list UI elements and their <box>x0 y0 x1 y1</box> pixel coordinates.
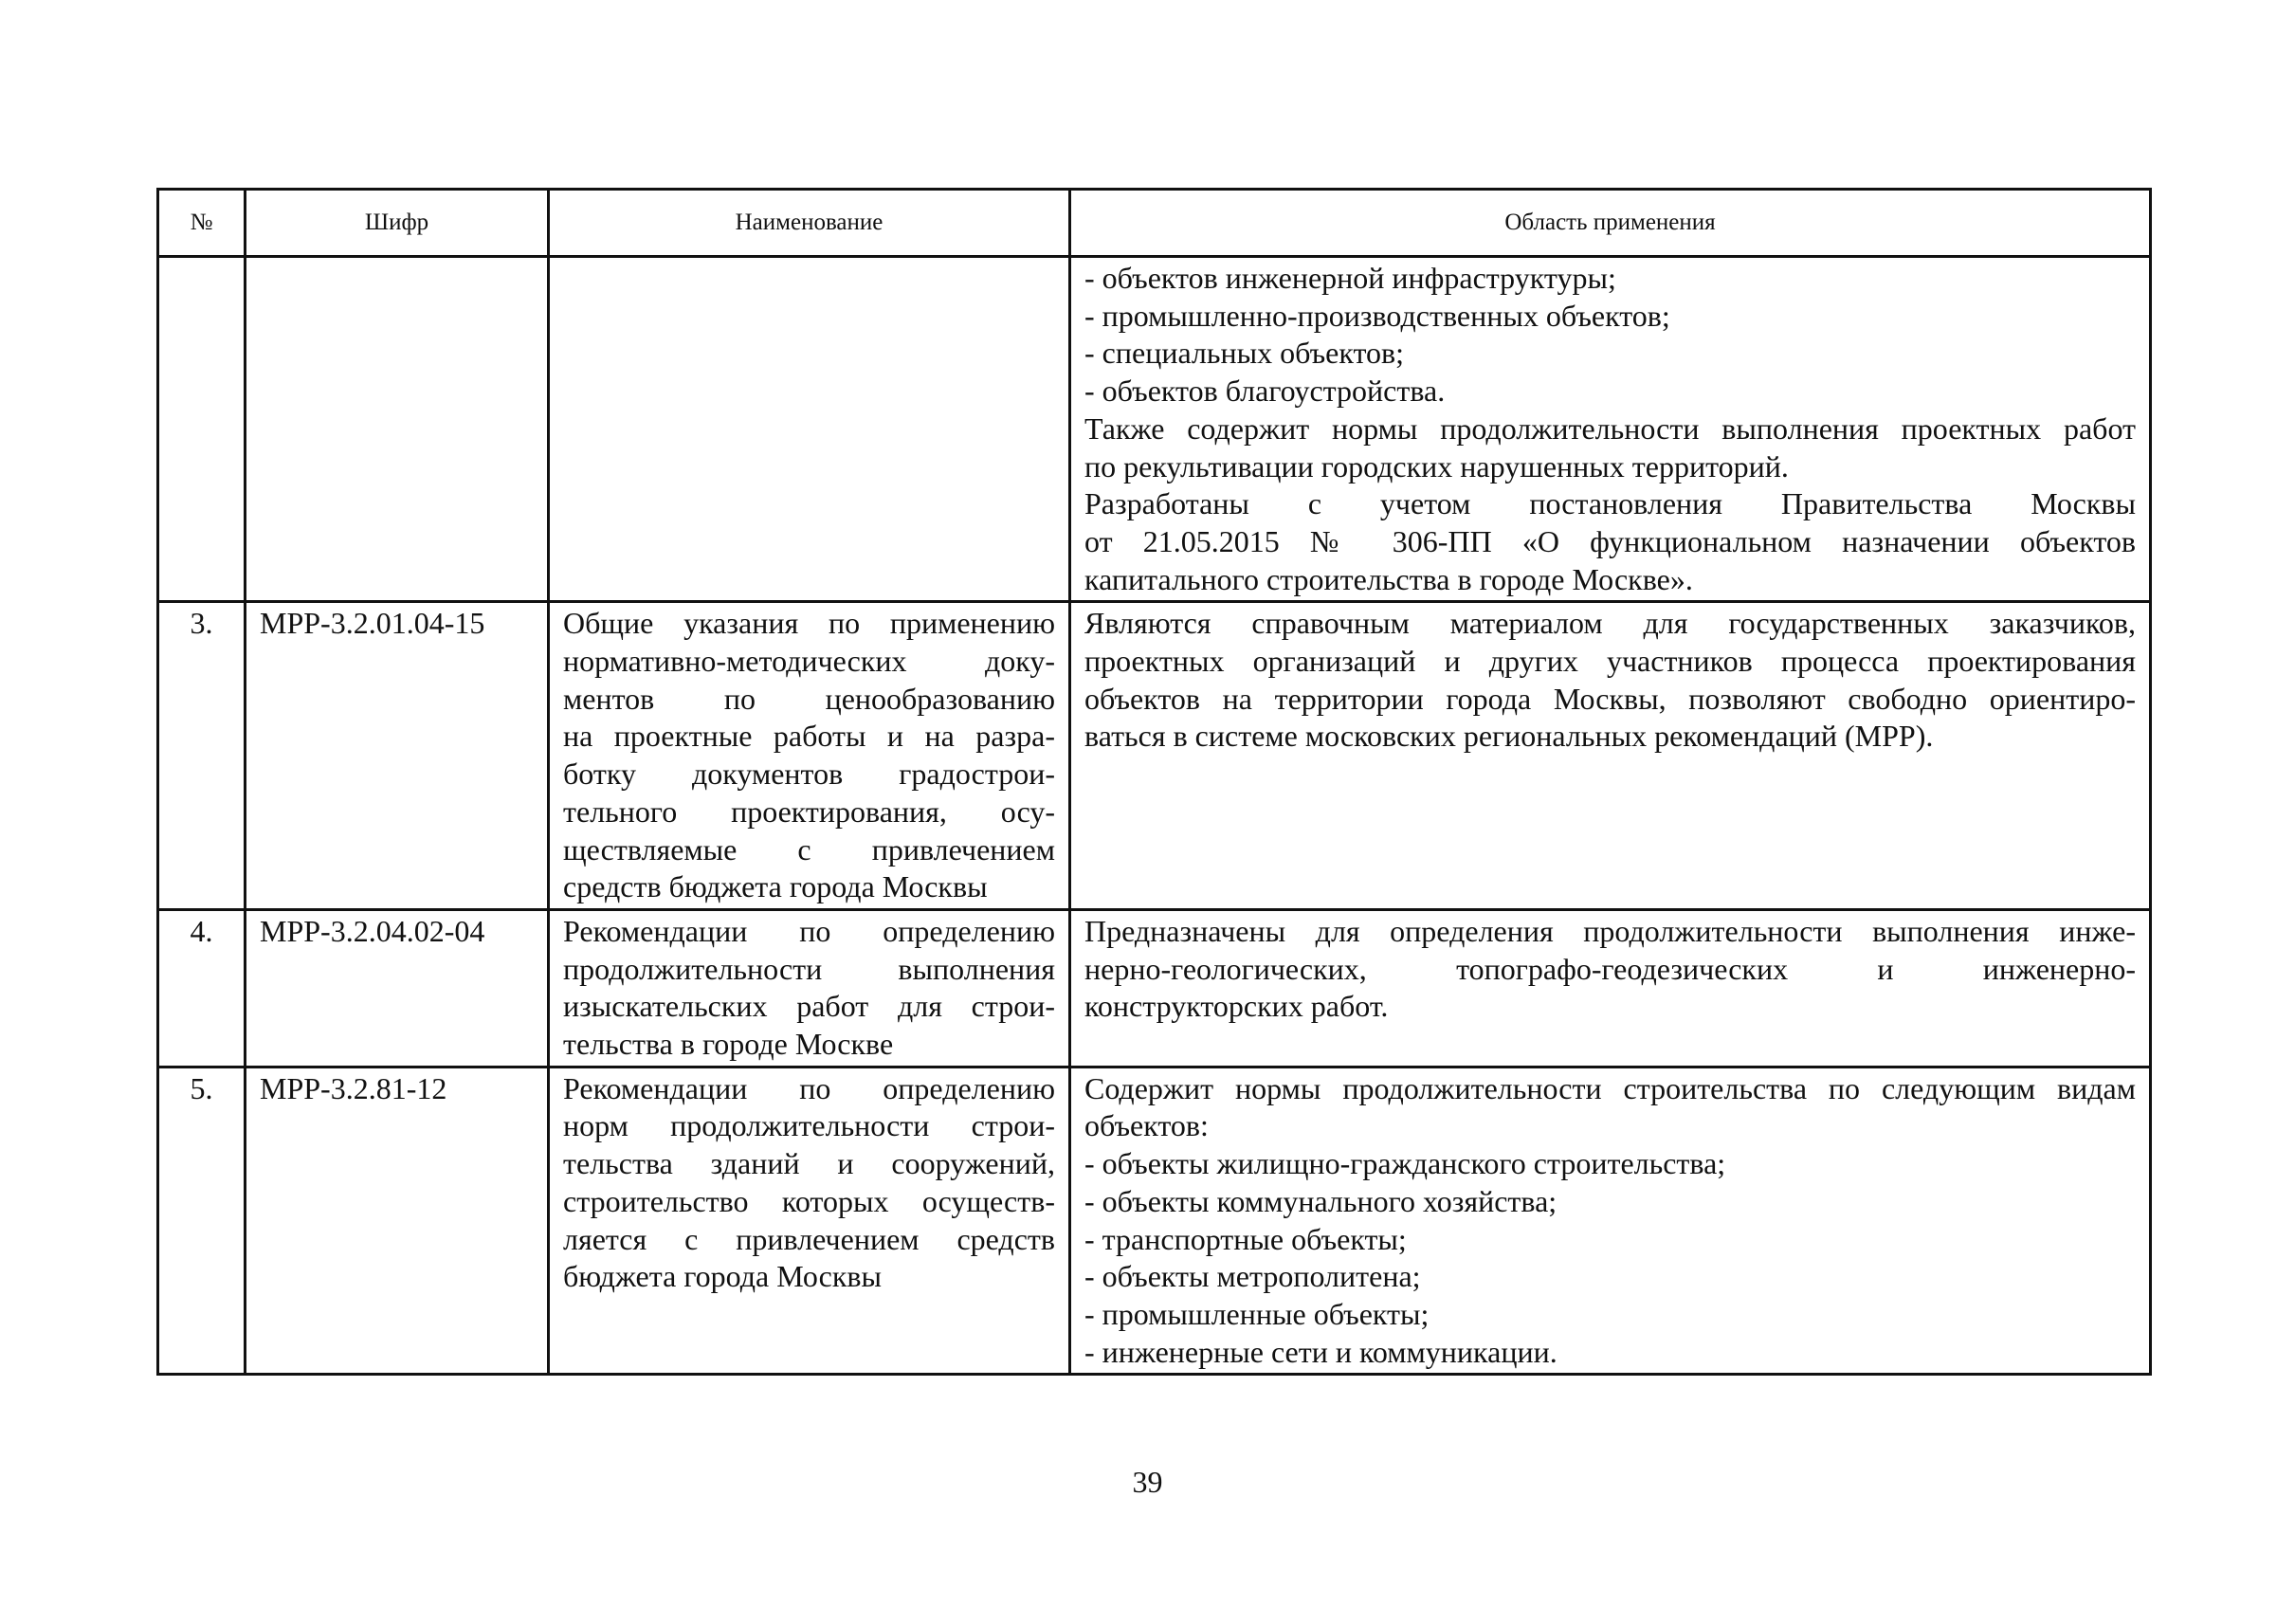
scope-line: Предназначены для определения продолжительности выполнения инже- <box>1084 913 2136 948</box>
name-line: на проектные работы и на разра- <box>563 719 1055 754</box>
name-line: ментов по ценообразованию <box>563 681 1055 716</box>
table-header-row <box>158 190 2151 257</box>
name-line: норм продолжительности строи- <box>563 1108 1055 1143</box>
cell-name <box>549 909 1070 1067</box>
scope-line: конструкторских работ. <box>1084 989 1389 1024</box>
name-line: продолжительности выполнения <box>563 951 1055 986</box>
page-number: 39 <box>1132 1465 1163 1499</box>
scope-line: от 21.05.2015 № 306-ПП «О функциональном назначении объектов <box>1084 523 2136 558</box>
name-line: Рекомендации по определению <box>563 913 1055 948</box>
scope-line: Также содержит нормы продолжительности выполнения проектных работ <box>1084 411 2136 446</box>
scope-line: объектов на территории города Москвы, позволяют свободно ориентиро- <box>1084 681 2136 716</box>
header-scope: Область применения <box>1070 190 2151 257</box>
cell-scope <box>1070 257 2151 602</box>
cell-num <box>158 257 246 602</box>
header-name: Наименование <box>549 190 1070 257</box>
cell-num: 4. <box>158 909 246 1067</box>
scope-line: - объектов инженерной инфраструктуры; <box>1084 261 1616 295</box>
table-row <box>158 909 2151 1067</box>
cell-name <box>549 1067 1070 1375</box>
scope-line: нерно-геологических, топографо-геодезических и инженерно- <box>1084 951 2136 986</box>
cell-scope <box>1070 602 2151 910</box>
scope-line: Разработаны с учетом постановления Правительства Москвы <box>1084 486 2136 521</box>
name-line: средств бюджета города Москвы <box>563 869 988 904</box>
name-line: ботку документов градострои- <box>563 757 1055 792</box>
scope-line: объектов: <box>1084 1108 1209 1143</box>
scope-line: - специальных объектов; <box>1084 336 1405 371</box>
scope-line: - транспортные объекты; <box>1084 1221 1407 1256</box>
name-line: тельства в городе Москве <box>563 1027 894 1062</box>
name-line: изыскательских работ для строи- <box>563 989 1055 1024</box>
scope-line: - объекты метрополитена; <box>1084 1259 1421 1294</box>
scope-line: ваться в системе московских региональных рекомендаций (МРР). <box>1084 719 1934 754</box>
table-row-continuation <box>158 257 2151 602</box>
name-line: ляется с привлечением средств <box>563 1221 1055 1256</box>
cell-code: МРР-3.2.81-12 <box>246 1067 549 1375</box>
cell-code <box>246 257 549 602</box>
scope-line: - промышленно-производственных объектов; <box>1084 298 1670 333</box>
name-line: тельного проектирования, осу- <box>563 794 1055 829</box>
scope-line: Являются справочным материалом для государственных заказчиков, <box>1084 606 2136 641</box>
table-row <box>158 602 2151 910</box>
scope-line: капитального строительства в городе Москве». <box>1084 561 1693 596</box>
scope-line: - промышленные объекты; <box>1084 1296 1430 1331</box>
name-line: бюджета города Москвы <box>563 1259 883 1294</box>
name-line: тельства зданий и сооружений, <box>563 1146 1055 1181</box>
cell-scope <box>1070 909 2151 1067</box>
scope-line: по рекультивации городских нарушенных территорий. <box>1084 448 1789 484</box>
scope-line: - объекты коммунального хозяйства; <box>1084 1183 1557 1218</box>
cell-name <box>549 257 1070 602</box>
header-code: Шифр <box>246 190 549 257</box>
cell-code: МРР-3.2.04.02-04 <box>246 909 549 1067</box>
name-line: нормативно-методических доку- <box>563 644 1055 679</box>
cell-code: МРР-3.2.01.04-15 <box>246 602 549 910</box>
header-num: № <box>158 190 246 257</box>
scope-line: - инженерные сети и коммуникации. <box>1084 1334 1557 1369</box>
scope-line: - объектов благоустройства. <box>1084 374 1446 409</box>
standards-table <box>156 188 2152 1376</box>
scope-line: проектных организаций и других участников процесса проектирования <box>1084 644 2136 679</box>
name-line: Общие указания по применению <box>563 606 1055 641</box>
scope-line: - объекты жилищно-гражданского строительства; <box>1084 1146 1726 1181</box>
table-row <box>158 1067 2151 1375</box>
cell-name <box>549 602 1070 910</box>
cell-scope <box>1070 1067 2151 1375</box>
cell-num: 5. <box>158 1067 246 1375</box>
name-line: ществляемые с привлечением <box>563 831 1055 867</box>
name-line: строительство которых осуществ- <box>563 1183 1055 1218</box>
name-line: Рекомендации по определению <box>563 1070 1055 1105</box>
cell-num: 3. <box>158 602 246 910</box>
scope-line: Содержит нормы продолжительности строительства по следующим видам <box>1084 1070 2136 1105</box>
